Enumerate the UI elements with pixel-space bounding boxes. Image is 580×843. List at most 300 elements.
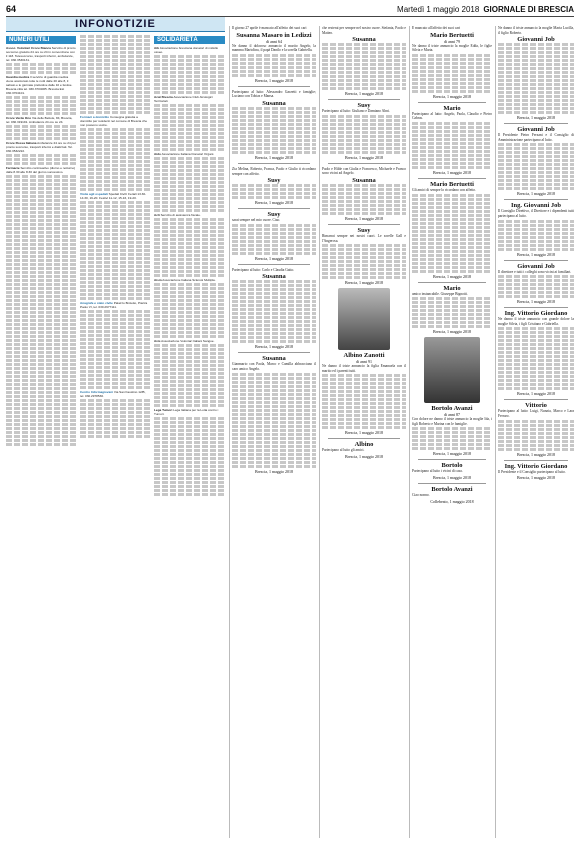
text-filler	[80, 233, 150, 236]
text-filler	[6, 239, 76, 242]
text-filler	[412, 242, 492, 245]
text-filler	[154, 104, 225, 107]
text-filler	[80, 330, 150, 333]
text-filler	[232, 143, 316, 146]
text-filler	[232, 453, 316, 456]
item-title: Aido	[154, 152, 161, 156]
text-filler	[80, 326, 150, 329]
text-filler	[6, 291, 76, 294]
text-filler	[154, 258, 225, 261]
text-filler	[6, 227, 76, 230]
item-text: Via San Faustino 12/B, tel. 030.2978530.	[80, 390, 146, 398]
text-filler	[80, 229, 150, 232]
text-filler	[232, 139, 316, 142]
solidarieta-header: SOLIDARIETÀ	[154, 36, 225, 44]
obituary-separator	[418, 459, 486, 460]
text-filler	[80, 322, 150, 325]
text-filler	[232, 465, 316, 468]
text-filler	[6, 129, 76, 132]
text-filler	[498, 111, 574, 114]
text-filler	[412, 86, 492, 89]
text-filler	[80, 378, 150, 381]
text-filler	[498, 220, 574, 223]
text-filler	[154, 311, 225, 314]
text-filler	[498, 236, 574, 239]
obituary-separator	[418, 483, 486, 484]
obituary-date: Brescia, 1 maggio 2018	[433, 451, 471, 457]
item-title: Aism	[154, 278, 162, 282]
column-servizi	[80, 34, 150, 839]
text-filler	[322, 79, 406, 82]
text-filler	[498, 240, 574, 243]
text-filler	[6, 275, 76, 278]
obituary-name: Susanna	[262, 355, 286, 363]
item-title: Guardia medica	[6, 75, 30, 79]
text-filler	[154, 242, 225, 245]
text-filler	[154, 71, 225, 74]
text-filler	[154, 67, 225, 70]
text-filler	[154, 116, 225, 119]
text-filler	[232, 425, 316, 428]
text-filler	[154, 246, 225, 249]
text-filler	[154, 445, 225, 448]
text-filler	[232, 292, 316, 295]
text-filler	[154, 299, 225, 302]
text-filler	[232, 389, 316, 392]
text-filler	[498, 143, 574, 146]
text-filler	[80, 209, 150, 212]
text-filler	[154, 157, 225, 160]
text-filler	[498, 339, 574, 342]
text-filler	[322, 260, 406, 263]
text-filler	[80, 160, 150, 163]
text-filler	[322, 59, 406, 62]
text-filler	[232, 413, 316, 416]
text-filler	[232, 373, 316, 376]
text-filler	[80, 342, 150, 345]
text-filler	[232, 54, 316, 57]
obituary-separator	[238, 264, 310, 265]
text-filler	[154, 372, 225, 375]
obituary-text: Ne danno il doloroso annuncio il marito Angelo, la mamma Mariolina, il papà Danilo e la sorella Gabriella.	[232, 43, 316, 53]
text-filler	[498, 244, 574, 247]
obituary-text: che resterai per sempre nel nostro cuore. Stefania, Paolo e Matteo.	[322, 26, 406, 35]
text-filler	[412, 309, 492, 312]
obituary-date: Brescia, 1 maggio 2018	[345, 453, 383, 459]
text-filler	[154, 295, 225, 298]
text-filler	[232, 457, 316, 460]
text-filler	[322, 374, 406, 377]
text-filler	[154, 348, 225, 351]
obituary-text: amico instancabile. Giuseppe Bignotti.	[412, 291, 468, 296]
text-filler	[498, 436, 574, 439]
text-filler	[80, 156, 150, 159]
text-filler	[6, 299, 76, 302]
obituary-text: Ne danno il triste annuncio la moglie Maria Lucilla, il figlio Roberto.	[498, 26, 574, 35]
text-filler	[80, 225, 150, 228]
text-filler	[154, 120, 225, 123]
obituary-text: Con dolore ne danno il triste annuncio la moglie Ida, i figli Roberto e Marina con le famiglie.	[412, 417, 492, 426]
text-filler	[80, 358, 150, 361]
column-numeri-utili	[6, 34, 76, 839]
text-filler	[322, 382, 406, 385]
text-filler	[80, 172, 150, 175]
text-filler	[6, 431, 76, 434]
obituary-date: Brescia, 1 maggio 2018	[517, 251, 555, 257]
text-filler	[154, 441, 225, 444]
text-filler	[154, 205, 225, 208]
text-filler	[80, 310, 150, 313]
text-filler	[498, 163, 574, 166]
obituary-name: Susy	[357, 226, 371, 234]
text-filler	[154, 400, 225, 403]
item-title: Anagrafe e stato civile	[80, 301, 113, 305]
text-filler	[232, 192, 316, 195]
obituary-intro: È mancato all'affetto dei suoi cari	[412, 26, 461, 30]
obituary-name: Ing. Giovanni Job	[510, 202, 562, 210]
text-filler	[412, 435, 492, 438]
text-filler	[322, 63, 406, 66]
text-filler	[412, 78, 492, 81]
obituary-separator	[504, 460, 568, 461]
obituary-date: Brescia, 1 maggio 2018	[345, 215, 383, 221]
text-filler	[6, 407, 76, 410]
text-filler	[232, 381, 316, 384]
obituary-name: Giovanni Job	[517, 126, 555, 134]
text-filler	[80, 338, 150, 341]
text-filler	[6, 175, 76, 178]
text-filler	[412, 66, 492, 69]
text-filler	[154, 234, 225, 237]
obituary-date: Brescia, 1 maggio 2018	[433, 474, 471, 480]
text-filler	[80, 59, 150, 62]
text-filler	[498, 179, 574, 182]
text-filler	[154, 132, 225, 135]
text-filler	[498, 335, 574, 338]
text-filler	[412, 218, 492, 221]
text-filler	[498, 175, 574, 178]
text-filler	[232, 397, 316, 400]
text-filler	[80, 176, 150, 179]
text-filler	[498, 432, 574, 435]
text-filler	[6, 415, 76, 418]
text-filler	[412, 142, 492, 145]
text-filler	[154, 425, 225, 428]
text-filler	[154, 136, 225, 139]
section-title: INFONOTIZIE	[75, 18, 156, 30]
text-filler	[498, 387, 574, 390]
text-filler	[80, 132, 150, 135]
text-filler	[154, 287, 225, 290]
obituary-separator	[504, 307, 568, 308]
obituary-text: Rimarrai sempre nei nostri cuori. Le sorelle Gall e l'Angerosa.	[322, 233, 406, 243]
text-filler	[232, 437, 316, 440]
text-filler	[80, 55, 150, 58]
text-filler	[412, 262, 492, 265]
text-filler	[322, 256, 406, 259]
text-filler	[412, 130, 492, 133]
obituary-separator	[418, 282, 486, 283]
item-text: Consegna gratuita a domicilio per residenti nel comune di Brescia che non possono uscire.	[80, 115, 148, 127]
obituary-date: Brescia, 1 maggio 2018	[255, 154, 293, 160]
text-filler	[498, 347, 574, 350]
text-filler	[154, 254, 225, 257]
text-filler	[6, 427, 76, 430]
obituary-date: Brescia, 1 maggio 2018	[255, 344, 293, 350]
text-filler	[498, 55, 574, 58]
text-filler	[412, 134, 492, 137]
obituary-date: Brescia, 1 maggio 2018	[517, 299, 555, 305]
text-filler	[80, 136, 150, 139]
text-filler	[498, 79, 574, 82]
column-obituaries-1	[232, 26, 316, 838]
text-filler	[322, 414, 406, 417]
text-filler	[498, 283, 574, 286]
text-filler	[6, 67, 76, 70]
text-filler	[498, 95, 574, 98]
text-filler	[232, 151, 316, 154]
text-filler	[322, 188, 406, 191]
text-filler	[6, 263, 76, 266]
text-filler	[80, 71, 150, 74]
obituary-name: Bortolo	[441, 462, 463, 470]
text-filler	[6, 347, 76, 350]
obituary-age: di anni 87	[444, 412, 460, 418]
obituary-text: Zia Melina, Roberto, Franca, Paolo e Giulio ti ricordano sempre con affetto.	[232, 166, 316, 176]
text-filler	[6, 133, 76, 136]
text-filler	[498, 424, 574, 427]
text-filler	[412, 447, 492, 450]
column-obituaries-4	[498, 26, 574, 838]
text-filler	[80, 318, 150, 321]
text-filler	[322, 204, 406, 207]
text-filler	[498, 51, 574, 54]
text-filler	[498, 379, 574, 382]
text-filler	[80, 370, 150, 373]
text-filler	[6, 439, 76, 442]
item-text: Associazione Volontari Italiani Sangue.	[161, 339, 215, 343]
text-filler	[154, 396, 225, 399]
text-filler	[80, 415, 150, 418]
text-filler	[6, 311, 76, 314]
item-text: Il servizio di guardia medica viene assicurato tutte le notti dalle 20 alle 8, il sabato e le giornate prefestive dalle 10 e festive. Brescia città tel. 030.3704005. Brescia Est 030.3704101.	[6, 75, 73, 95]
text-filler	[232, 248, 316, 251]
text-filler	[232, 316, 316, 319]
text-filler	[412, 431, 492, 434]
text-filler	[322, 51, 406, 54]
text-filler	[154, 274, 225, 277]
text-filler	[232, 401, 316, 404]
text-filler	[498, 71, 574, 74]
obituary-name: Susanna	[262, 99, 286, 107]
obituary-name: Bortolo Avanzi	[431, 405, 473, 413]
text-filler	[232, 336, 316, 339]
text-filler	[232, 70, 316, 73]
text-filler	[80, 87, 150, 90]
text-filler	[322, 131, 406, 134]
text-filler	[154, 315, 225, 318]
text-filler	[322, 200, 406, 203]
text-filler	[80, 213, 150, 216]
text-filler	[232, 196, 316, 199]
text-filler	[80, 334, 150, 337]
text-filler	[498, 103, 574, 106]
text-filler	[80, 75, 150, 78]
text-filler	[498, 367, 574, 370]
text-filler	[154, 489, 225, 492]
text-filler	[80, 83, 150, 86]
text-filler	[232, 328, 316, 331]
text-filler	[6, 399, 76, 402]
text-filler	[232, 224, 316, 227]
text-filler	[80, 407, 150, 410]
text-filler	[498, 351, 574, 354]
text-filler	[6, 359, 76, 362]
text-filler	[80, 403, 150, 406]
obituary-name: Susanna Masaro in Ledizzi	[236, 31, 312, 39]
text-filler	[232, 228, 316, 231]
text-filler	[154, 148, 225, 151]
obituary-separator	[328, 224, 400, 225]
text-filler	[6, 179, 76, 182]
text-filler	[154, 83, 225, 86]
text-filler	[80, 184, 150, 187]
item-title: Avis	[154, 339, 161, 343]
text-filler	[80, 245, 150, 248]
text-filler	[232, 280, 316, 283]
text-filler	[154, 392, 225, 395]
obituary-separator	[504, 399, 568, 400]
text-filler	[498, 383, 574, 386]
item-text: Associazione bresciana donatori di midollo osseo.	[154, 46, 219, 54]
text-filler	[412, 158, 492, 161]
text-filler	[80, 277, 150, 280]
text-filler	[412, 439, 492, 442]
text-filler	[6, 137, 76, 140]
text-filler	[6, 355, 76, 358]
text-filler	[6, 125, 76, 128]
text-filler	[80, 103, 150, 106]
text-filler	[6, 104, 76, 107]
text-filler	[232, 409, 316, 412]
text-filler	[322, 272, 406, 275]
text-filler	[6, 419, 76, 422]
text-filler	[412, 222, 492, 225]
text-filler	[412, 198, 492, 201]
text-filler	[412, 305, 492, 308]
obituary-name: Albino	[354, 441, 374, 449]
text-filler	[232, 123, 316, 126]
text-filler	[412, 194, 492, 197]
obituary-text: Gli amici di sempre lo ricordano con affetto.	[412, 187, 477, 192]
text-filler	[154, 344, 225, 347]
text-filler	[498, 359, 574, 362]
text-filler	[80, 366, 150, 369]
text-filler	[232, 288, 316, 291]
text-filler	[80, 168, 150, 171]
obituary-date: Brescia, 1 maggio 2018	[345, 280, 383, 286]
text-filler	[80, 95, 150, 98]
text-filler	[154, 140, 225, 143]
obituary-date: Brescia, 1 maggio 2018	[345, 154, 383, 160]
obituary-name: Ing. Vittorio Giordano	[504, 462, 568, 470]
obituary-text: sarai sempre nel mio cuore. Ciao.	[232, 218, 281, 223]
text-filler	[154, 323, 225, 326]
text-filler	[322, 398, 406, 401]
text-filler	[322, 196, 406, 199]
text-filler	[154, 226, 225, 229]
text-filler	[232, 332, 316, 335]
text-filler	[232, 340, 316, 343]
text-filler	[322, 87, 406, 90]
text-filler	[154, 453, 225, 456]
text-filler	[154, 493, 225, 496]
text-filler	[322, 212, 406, 215]
text-filler	[322, 268, 406, 271]
text-filler	[498, 343, 574, 346]
text-filler	[6, 207, 76, 210]
text-filler	[498, 107, 574, 110]
text-filler	[322, 127, 406, 130]
text-filler	[6, 158, 76, 161]
obituary-separator	[238, 86, 310, 87]
text-filler	[80, 237, 150, 240]
portrait-photo	[338, 288, 390, 350]
text-filler	[498, 171, 574, 174]
text-filler	[6, 387, 76, 390]
obituary-name: Susy	[357, 102, 371, 110]
obituary-age: di anni 91	[356, 359, 372, 365]
text-filler	[498, 83, 574, 86]
text-filler	[232, 107, 316, 110]
column-divider	[229, 26, 230, 838]
text-filler	[6, 343, 76, 346]
text-filler	[322, 276, 406, 279]
text-filler	[412, 146, 492, 149]
text-filler	[80, 201, 150, 204]
text-filler	[80, 99, 150, 102]
obituary-separator	[418, 178, 486, 179]
text-filler	[154, 368, 225, 371]
text-filler	[322, 208, 406, 211]
obituary-date: Brescia, 1 maggio 2018	[255, 255, 293, 261]
text-filler	[232, 441, 316, 444]
obituary-name: Mario	[443, 284, 461, 292]
text-filler	[232, 115, 316, 118]
text-filler	[80, 431, 150, 434]
text-filler	[6, 307, 76, 310]
text-filler	[6, 423, 76, 426]
text-filler	[154, 283, 225, 286]
text-filler	[6, 243, 76, 246]
obituary-separator	[328, 99, 400, 100]
item-title: Farmacie	[6, 166, 20, 170]
column-divider	[409, 26, 410, 838]
text-filler	[412, 154, 492, 157]
obituary-date: Brescia, 1 maggio 2018	[517, 451, 555, 457]
text-filler	[154, 230, 225, 233]
text-filler	[154, 201, 225, 204]
text-filler	[232, 312, 316, 315]
text-filler	[154, 169, 225, 172]
obituary-age: di anni 79	[444, 38, 460, 44]
text-filler	[80, 314, 150, 317]
text-filler	[322, 71, 406, 74]
text-filler	[6, 183, 76, 186]
obituary-text: Partecipano al lutto: Alessandro Garzetti e famiglie; Luciano con Tobias e Mansa.	[232, 89, 316, 99]
text-filler	[232, 393, 316, 396]
text-filler	[80, 273, 150, 276]
